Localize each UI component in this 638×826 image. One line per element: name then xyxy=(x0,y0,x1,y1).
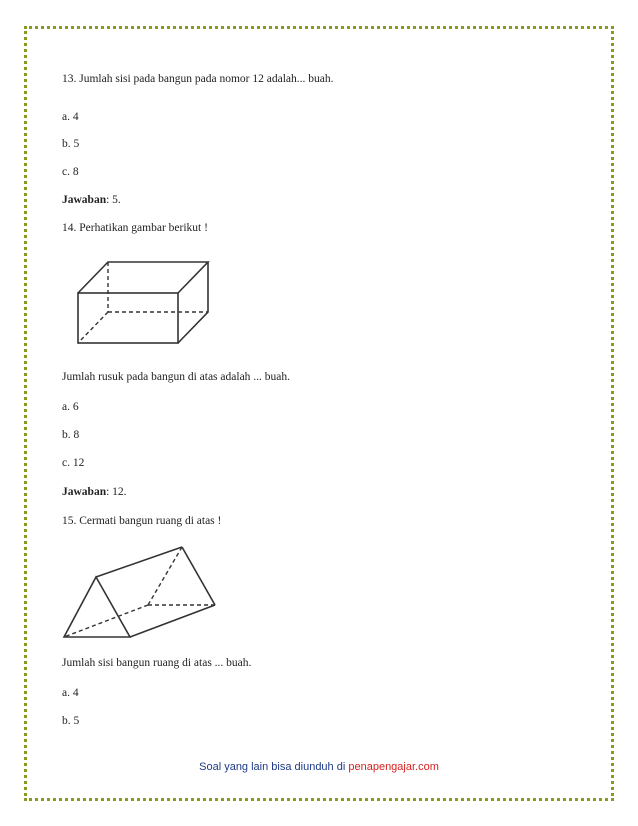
prism-front-face xyxy=(78,293,178,343)
q15-option-b: b. 5 xyxy=(62,715,80,727)
q14-answer xyxy=(62,485,127,499)
answer-value: : 12. xyxy=(106,486,127,498)
question-15-text: 15. Cermati bangun ruang di atas ! xyxy=(62,515,222,527)
q14-option-b: b. 8 xyxy=(62,429,80,441)
q15-option-a: a. 4 xyxy=(62,687,79,699)
prism-hidden-edges xyxy=(64,547,215,637)
q14-option-a: a. 6 xyxy=(62,401,79,413)
q14-option-c: c. 12 xyxy=(62,457,85,469)
q15-prompt: Jumlah sisi bangun ruang di atas ... buah. xyxy=(62,657,252,669)
prism-front-triangle xyxy=(64,577,130,637)
prism-right-edges xyxy=(178,262,208,343)
rectangular-prism-figure xyxy=(70,255,215,347)
q14-prompt: Jumlah rusuk pada bangun di atas adalah ... buah. xyxy=(62,371,291,383)
answer-label: Jawaban xyxy=(62,194,107,206)
triangular-prism-figure xyxy=(60,543,220,639)
q13-option-a: a. 4 xyxy=(62,111,79,123)
footer-note xyxy=(0,761,638,773)
page-border xyxy=(24,26,614,801)
question-13-text: 13. Jumlah sisi pada bangun pada nomor 12 adalah... buah. xyxy=(62,73,334,85)
answer-label: Jawaban xyxy=(62,486,107,498)
footer-text: Soal yang lain bisa diunduh di xyxy=(199,761,349,773)
prism-top-edges xyxy=(78,262,208,293)
answer-value: : 5. xyxy=(106,194,121,206)
q13-option-c: c. 8 xyxy=(62,166,79,178)
q13-answer xyxy=(62,193,121,207)
footer-link[interactable]: penapengajar.com xyxy=(348,761,439,773)
q13-option-b: b. 5 xyxy=(62,138,80,150)
question-14-text: 14. Perhatikan gambar berikut ! xyxy=(62,222,208,234)
prism-hidden-edges xyxy=(78,262,208,343)
